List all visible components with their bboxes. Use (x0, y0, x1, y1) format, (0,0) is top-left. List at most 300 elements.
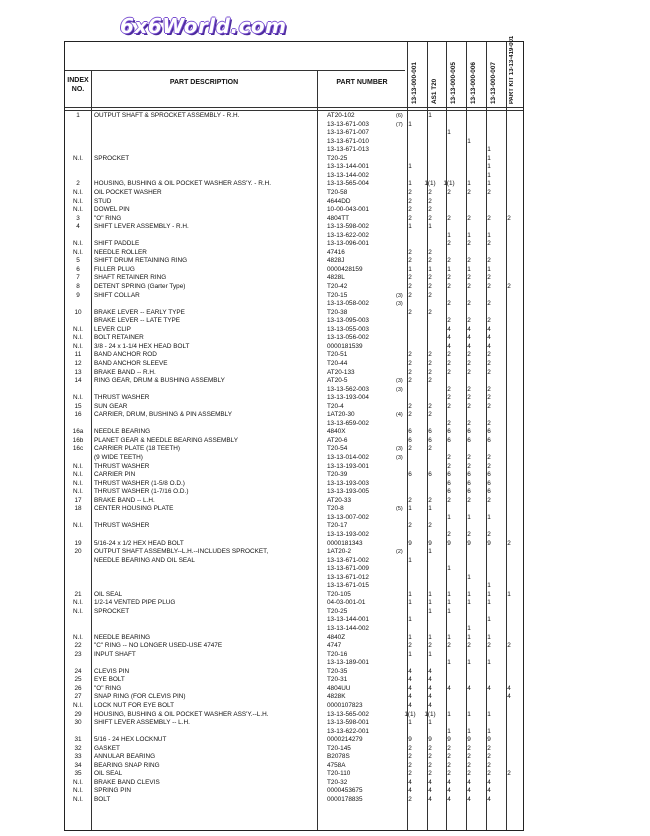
header-bottom-rule (65, 107, 523, 108)
row-qty-col-5: 2 (487, 642, 491, 650)
table-row (65, 693, 525, 701)
row-qty-col-4: 6 (467, 436, 471, 444)
row-qty-col-1: 6 (408, 436, 412, 444)
row-qty-col-3: 1 (447, 513, 451, 521)
row-qty-col-2: 4 (428, 796, 432, 803)
index-header-line-1: INDEX (67, 77, 89, 84)
table-row (65, 770, 525, 778)
row-description: FILLER PLUG (94, 265, 135, 273)
row-qty-col-4: 9 (467, 736, 471, 744)
table-row (65, 454, 525, 462)
row-part-number: 13-13-598-002 (327, 223, 369, 231)
table-row (65, 659, 525, 667)
row-qty-col-3: 1 (447, 599, 451, 607)
row-index: 1 (76, 112, 80, 119)
row-part-number: 4804UU (327, 684, 351, 692)
row-qty-col-5: 2 (487, 317, 491, 325)
table-row (65, 616, 525, 624)
row-description: THRUST WASHER (94, 462, 150, 470)
row-qty-col-5: 6 (487, 428, 491, 436)
row-qty-col-6: 2 (507, 642, 511, 650)
row-description: BRAKE LEVER -- LATE TYPE (94, 317, 181, 325)
column-header-6: PART KIT 13-13-419-001 (509, 35, 515, 104)
table-row (65, 719, 525, 727)
row-qty-col-4: 2 (467, 274, 471, 282)
row-qty-col-5: 6 (487, 471, 491, 479)
row-qty-col-4: 2 (467, 214, 471, 222)
table-row (65, 249, 525, 257)
row-part-number: T20-44 (327, 359, 348, 367)
row-description: SUN GEAR (94, 402, 128, 410)
row-qty-col-5: 6 (487, 479, 491, 487)
table-row (65, 189, 525, 197)
row-index: 33 (74, 753, 82, 761)
row-qty-col-5: 1 (487, 180, 491, 188)
row-index: 34 (74, 761, 82, 769)
row-part-number: 13-13-671-010 (327, 137, 369, 145)
row-qty-col-4: 2 (467, 761, 471, 769)
row-description: OIL POCKET WASHER (94, 188, 162, 196)
table-row (65, 642, 525, 650)
header-top-rule (65, 70, 405, 71)
row-qty-col-4: 1 (467, 573, 471, 581)
row-index: N.I. (73, 188, 83, 196)
row-qty-col-5: 2 (487, 368, 491, 376)
row-qty-col-3: 2 (447, 642, 451, 650)
row-qty-col-2: 2 (428, 377, 432, 385)
row-qty-col-2: 6 (428, 436, 432, 444)
row-qty-col-3: 2 (447, 394, 451, 402)
row-qty-col-4: 2 (467, 419, 471, 427)
row-part-number: 13-13-565-004 (327, 180, 369, 188)
row-index: N.I. (73, 633, 83, 641)
row-part-number: 04-03-001-01 (327, 599, 366, 607)
row-qty-col-4: 1 (467, 727, 471, 735)
row-qty-col-4: 4 (467, 684, 471, 692)
table-row (65, 488, 525, 496)
row-description: SPRING PIN (94, 787, 131, 795)
row-part-number: 13-13-056-002 (327, 334, 369, 342)
row-qty-col-4: 2 (467, 394, 471, 402)
row-index: 13 (74, 368, 82, 376)
row-note: (3) (396, 301, 403, 308)
row-qty-col-1: 1 (408, 223, 412, 231)
row-qty-col-4: 1 (467, 137, 471, 145)
row-qty-col-3: 4 (447, 778, 451, 786)
row-description: 1/2-14 VENTED PIPE PLUG (94, 599, 176, 607)
row-part-number: 4828J (327, 257, 345, 265)
row-description: BRAKE BAND -- R.H. (94, 368, 156, 376)
row-qty-col-4: 9 (467, 539, 471, 547)
row-part-number: 13-13-007-002 (327, 513, 369, 521)
row-index: N.I. (73, 778, 83, 786)
column-header-4: 13-13-000-006 (470, 62, 477, 104)
row-qty-col-1: 2 (408, 188, 412, 196)
row-index: N.I. (73, 471, 83, 479)
row-qty-col-5: 2 (487, 402, 491, 410)
row-qty-col-2: 2 (428, 291, 432, 299)
row-qty-col-1: 2 (408, 642, 412, 650)
row-qty-col-4: 1 (467, 513, 471, 521)
row-qty-col-2: 4 (428, 693, 432, 701)
row-qty-col-5: 1 (487, 727, 491, 735)
row-qty-col-3: 2 (447, 368, 451, 376)
row-qty-col-5: 2 (487, 188, 491, 196)
table-row (65, 787, 525, 795)
row-qty-col-1: 4 (408, 676, 412, 684)
row-qty-col-6: 2 (507, 770, 511, 778)
row-qty-col-1: 1 (408, 633, 412, 641)
row-index: N.I. (73, 607, 83, 615)
row-qty-col-5: 1 (487, 146, 491, 154)
row-description: OUTPUT SHAFT ASSEMBLY--L.H.--INCLUDES SPROCKET, (94, 548, 269, 556)
row-description: SHAFT RETAINER RING (94, 274, 167, 282)
row-qty-col-1: 2 (408, 308, 412, 316)
row-qty-col-5: 9 (487, 539, 491, 547)
table-row (65, 779, 525, 787)
row-part-number: 47416 (327, 248, 345, 256)
table-row (65, 548, 525, 556)
row-qty-col-3: 2 (447, 283, 451, 290)
index-header-line-2: NO. (71, 86, 85, 93)
row-qty-col-1: 1 (408, 163, 412, 171)
row-part-number: 4747 (327, 642, 342, 650)
row-qty-col-4: 4 (467, 787, 471, 795)
row-qty-col-1: 1 (408, 719, 412, 727)
row-note: (3) (396, 378, 403, 385)
row-part-number: 4644DD (327, 197, 351, 205)
row-qty-col-2: 2 (428, 308, 432, 316)
table-row (65, 377, 525, 385)
row-qty-col-5: 6 (487, 436, 491, 444)
row-qty-col-4: 2 (467, 642, 471, 650)
row-qty-col-1: 4 (408, 667, 412, 675)
row-description: NEEDLE BEARING (94, 428, 151, 436)
row-qty-col-1: 6 (408, 428, 412, 436)
row-description: HOUSING, BUSHING & OIL POCKET WASHER ASS'Y.--L.H. (94, 710, 269, 718)
row-qty-col-1: 4 (408, 693, 412, 701)
row-qty-col-4: 1 (467, 231, 471, 239)
row-description: 5/16-24 x 1/2 HEX HEAD BOLT (94, 539, 184, 547)
row-qty-col-4: 2 (467, 385, 471, 393)
table-row (65, 138, 525, 146)
table-row (65, 514, 525, 522)
table-row (65, 745, 525, 753)
row-description: GASKET (94, 744, 120, 752)
row-part-number: 13-13-562-003 (327, 385, 369, 393)
row-qty-col-2: 4 (428, 667, 432, 675)
row-index: N.I. (73, 701, 83, 709)
row-part-number: 13-13-671-007 (327, 129, 369, 137)
row-qty-col-2: 2 (428, 351, 432, 359)
table-row (65, 634, 525, 642)
row-qty-col-1: 2 (408, 214, 412, 222)
row-index: N.I. (73, 599, 83, 607)
table-row (65, 540, 525, 548)
row-qty-col-2: 2 (428, 206, 432, 214)
row-qty-col-5: 1 (487, 154, 491, 162)
row-part-number: 13-13-193-002 (327, 530, 369, 538)
row-part-number: 4828L (327, 274, 345, 282)
table-row (65, 146, 525, 154)
row-part-number: T20-16 (327, 650, 348, 658)
row-index: 9 (76, 291, 80, 299)
row-qty-col-2: 2 (428, 411, 432, 419)
row-description: SPROCKET (94, 607, 130, 615)
row-qty-col-2: 2 (428, 257, 432, 265)
row-qty-col-3: 4 (447, 796, 451, 803)
row-qty-col-1: 1 (408, 556, 412, 564)
row-qty-col-5: 1 (487, 171, 491, 179)
row-part-number: 13-13-671-002 (327, 556, 369, 564)
table-row (65, 531, 525, 539)
row-part-number: T20-31 (327, 676, 348, 684)
row-qty-col-4: 2 (467, 359, 471, 367)
row-qty-col-4: 2 (467, 744, 471, 752)
row-index: 16a (72, 428, 84, 436)
row-qty-col-2: 2 (428, 496, 432, 504)
row-index: N.I. (73, 462, 83, 470)
row-part-number: 0000453675 (327, 787, 363, 795)
row-qty-col-5: 2 (487, 385, 491, 393)
row-qty-col-3: 6 (447, 471, 451, 479)
table-row (65, 668, 525, 676)
table-row (65, 343, 525, 351)
table-row (65, 360, 525, 368)
row-part-number: AT20-33 (327, 496, 352, 504)
row-qty-col-2: 1 (428, 607, 432, 615)
row-index: 3 (76, 214, 80, 222)
row-qty-col-1: 2 (408, 744, 412, 752)
row-qty-col-3: 2 (447, 462, 451, 470)
row-qty-col-2: 1 (428, 719, 432, 727)
row-qty-col-1: 2 (408, 445, 412, 453)
row-index: 16 (74, 411, 82, 419)
row-qty-col-3: 2 (447, 419, 451, 427)
table-row (65, 574, 525, 582)
row-qty-col-5: 4 (487, 778, 491, 786)
table-row (65, 420, 525, 428)
row-part-number: AT20-5 (327, 377, 348, 385)
row-qty-col-5: 6 (487, 488, 491, 496)
table-row (65, 334, 525, 342)
row-description: BOLT (94, 796, 111, 803)
row-qty-col-2: 2 (428, 188, 432, 196)
row-qty-col-3: 1 (447, 727, 451, 735)
row-qty-col-1: 2 (408, 351, 412, 359)
row-description: BRAKE BAND -- L.H. (94, 496, 155, 504)
row-part-number: 13-13-565-002 (327, 710, 369, 718)
site-watermark: 6x6World.com (120, 14, 287, 38)
row-qty-col-4: 6 (467, 471, 471, 479)
row-note: (4) (396, 412, 403, 419)
row-part-number: T20-32 (327, 778, 348, 786)
row-index: 29 (74, 710, 82, 718)
row-qty-col-2: 4 (428, 778, 432, 786)
table-row (65, 463, 525, 471)
row-note: (6) (396, 113, 403, 119)
row-part-number: T20-39 (327, 471, 348, 479)
row-qty-col-2: 2 (428, 402, 432, 410)
row-part-number: 13-13-193-001 (327, 462, 369, 470)
row-part-number: 13-13-095-003 (327, 317, 369, 325)
table-row (65, 180, 525, 188)
row-qty-col-1: 6 (408, 471, 412, 479)
row-index: N.I. (73, 488, 83, 496)
row-qty-col-6: 4 (507, 693, 511, 701)
table-row (65, 565, 525, 573)
table-row (65, 206, 525, 214)
row-qty-col-4: 2 (467, 530, 471, 538)
row-qty-col-2: 1 (428, 590, 432, 598)
row-index: 35 (74, 770, 82, 778)
row-qty-col-3: 9 (447, 736, 451, 744)
row-index: 18 (74, 505, 82, 513)
row-index: N.I. (73, 334, 83, 342)
row-part-number: 4840Z (327, 633, 346, 641)
row-qty-col-1: 2 (408, 496, 412, 504)
row-qty-col-2: 2 (428, 274, 432, 282)
row-qty-col-5: 2 (487, 419, 491, 427)
row-index: 24 (74, 667, 82, 675)
row-qty-col-3: 1 (447, 129, 451, 137)
row-description: INPUT SHAFT (94, 650, 136, 658)
row-qty-col-2: 1 (428, 633, 432, 641)
table-row (65, 292, 525, 300)
row-qty-col-5: 1 (487, 265, 491, 273)
table-row (65, 753, 525, 761)
row-index: N.I. (73, 154, 83, 162)
row-qty-col-4: 2 (467, 753, 471, 761)
row-index: 19 (74, 539, 82, 547)
row-qty-col-1: 1 (408, 505, 412, 513)
row-description: (9 WIDE TEETH) (94, 454, 143, 461)
table-row (65, 582, 525, 590)
row-qty-col-4: 4 (467, 325, 471, 333)
row-part-number: 13-13-144-001 (327, 163, 369, 171)
row-index: 10 (74, 308, 82, 316)
row-index: 32 (74, 744, 82, 752)
row-qty-col-5: 2 (487, 283, 491, 290)
row-index: N.I. (73, 394, 83, 402)
row-qty-col-5: 4 (487, 325, 491, 333)
row-qty-col-2: 6 (428, 428, 432, 436)
row-qty-col-3: 2 (447, 454, 451, 461)
table-row (65, 129, 525, 137)
table-row (65, 326, 525, 334)
row-part-number: T20-145 (327, 744, 351, 752)
table-row (65, 437, 525, 445)
row-description: NEEDLE BEARING AND OIL SEAL (94, 556, 195, 564)
row-description: THRUST WASHER (94, 522, 150, 530)
row-part-number: 13-13-144-002 (327, 171, 369, 179)
row-index: 2 (76, 180, 80, 188)
row-qty-col-3: 1 (447, 659, 451, 667)
row-qty-col-3: 4 (447, 684, 451, 692)
row-qty-col-2: 4 (428, 787, 432, 795)
table-row (65, 240, 525, 248)
row-qty-col-3: 4 (447, 342, 451, 350)
row-part-number: T20-15 (327, 291, 348, 299)
row-qty-col-1: 2 (408, 257, 412, 265)
row-qty-col-5: 2 (487, 394, 491, 402)
row-qty-col-1: 2 (408, 377, 412, 385)
table-row (65, 403, 525, 411)
row-part-number: T20-8 (327, 505, 344, 513)
row-part-number: 13-13-096-001 (327, 240, 369, 248)
row-qty-col-4: 2 (467, 454, 471, 461)
row-qty-col-5: 1 (487, 659, 491, 667)
row-description: NEEDLE ROLLER (94, 248, 147, 256)
table-row (65, 685, 525, 693)
row-qty-col-1: 4 (408, 787, 412, 795)
table-row (65, 121, 525, 129)
table-row (65, 651, 525, 659)
row-qty-col-5: 2 (487, 761, 491, 769)
table-row (65, 223, 525, 231)
table-row (65, 522, 525, 530)
row-qty-col-2: 1 (428, 599, 432, 607)
row-part-number: 13-13-622-002 (327, 231, 369, 239)
row-qty-col-3: 2 (447, 770, 451, 778)
table-row (65, 796, 525, 804)
row-description: SNAP RING (FOR CLEVIS PIN) (94, 693, 186, 701)
row-qty-col-6: 1 (507, 590, 511, 598)
row-part-number: 0000181539 (327, 342, 363, 350)
row-part-number: 0000107823 (327, 701, 363, 709)
row-qty-col-3: 1 (447, 607, 451, 615)
row-qty-col-5: 9 (487, 736, 491, 744)
row-qty-col-3: 6 (447, 479, 451, 487)
row-part-number: 0000428159 (327, 265, 363, 273)
row-qty-col-4: 6 (467, 428, 471, 436)
row-qty-col-1: 1 (408, 265, 412, 273)
row-qty-col-6: 4 (507, 684, 511, 692)
row-index: 31 (74, 736, 82, 744)
row-qty-col-3: 1 (447, 633, 451, 641)
row-qty-col-3: 4 (447, 325, 451, 333)
row-qty-col-4: 4 (467, 796, 471, 803)
row-part-number: AT20-102 (327, 112, 355, 119)
table-row (65, 172, 525, 180)
table-row (65, 497, 525, 505)
row-qty-col-1: 2 (408, 522, 412, 530)
row-qty-col-5: 2 (487, 300, 491, 308)
row-qty-col-3: 2 (447, 214, 451, 222)
row-part-number: 13-13-189-001 (327, 659, 369, 667)
table-row (65, 283, 525, 291)
row-description: BOLT RETAINER (94, 334, 144, 342)
table-row (65, 317, 525, 325)
row-qty-col-4: 1 (467, 180, 471, 188)
row-qty-col-5: 1 (487, 599, 491, 607)
row-qty-col-2: 2 (428, 744, 432, 752)
row-qty-col-1: 9 (408, 736, 412, 744)
row-qty-col-2: 2 (428, 761, 432, 769)
table-row (65, 232, 525, 240)
table-row (65, 762, 525, 770)
row-part-number: 0000178835 (327, 796, 363, 803)
row-qty-col-5: 2 (487, 359, 491, 367)
row-qty-col-5: 1 (487, 590, 491, 598)
row-description: ANNULAR BEARING (94, 753, 156, 761)
row-index: N.I. (73, 796, 83, 803)
row-description: SHIFT COLLAR (94, 291, 140, 299)
row-qty-col-4: 1 (467, 659, 471, 667)
row-part-number: 13-13-058-002 (327, 300, 369, 308)
table-row (65, 599, 525, 607)
row-qty-col-4: 1 (467, 710, 471, 718)
